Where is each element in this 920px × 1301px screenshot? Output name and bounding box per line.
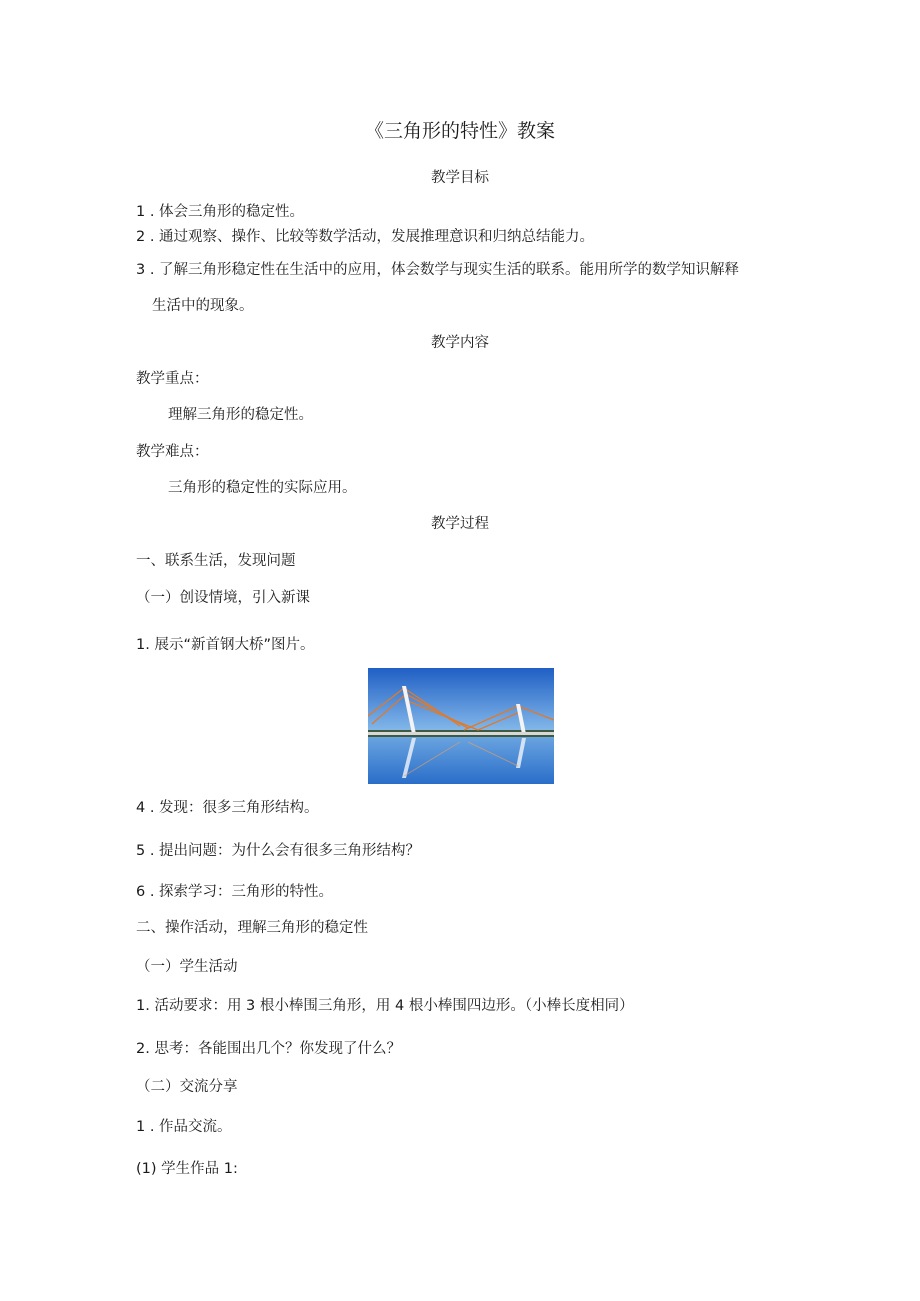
- goal-item: 2 . 通过观察、操作、比较等数学活动，发展推理意识和归纳总结能力。: [136, 229, 595, 245]
- process-line: 1. 活动要求：用 3 根小棒围三角形，用 4 根小棒围四边形。（小棒长度相同）: [136, 998, 634, 1014]
- process-line: 2. 思考：各能围出几个？你发现了什么？: [136, 1041, 401, 1057]
- process-line: 4 . 发现：很多三角形结构。: [136, 800, 319, 816]
- bridge-illustration: [368, 668, 554, 784]
- process-line: （一）创设情境，引入新课: [136, 590, 310, 606]
- goal-item: 1 . 体会三角形的稳定性。: [136, 204, 305, 220]
- difficulty-label: 教学难点：: [136, 444, 209, 460]
- section-heading-process: 教学过程: [431, 516, 489, 532]
- process-line: 一、联系生活，发现问题: [136, 553, 296, 569]
- difficulty-text: 三角形的稳定性的实际应用。: [168, 480, 357, 496]
- process-line: （二）交流分享: [136, 1079, 238, 1095]
- process-line: 5 . 提出问题：为什么会有很多三角形结构？: [136, 843, 421, 859]
- process-line: 1. 展示“新首钢大桥”图片。: [136, 637, 315, 653]
- section-heading-content: 教学内容: [431, 335, 489, 351]
- process-line: （一）学生活动: [136, 959, 238, 975]
- process-line: 二、操作活动，理解三角形的稳定性: [136, 920, 368, 936]
- process-line: (1) 学生作品 1:: [136, 1161, 238, 1177]
- process-line: 1 . 作品交流。: [136, 1119, 232, 1135]
- page-title: 《三角形的特性》教案: [364, 120, 555, 142]
- key-point-text: 理解三角形的稳定性。: [168, 407, 313, 423]
- section-heading-goals: 教学目标: [431, 170, 489, 186]
- bridge-photo: [368, 668, 554, 784]
- key-point-label: 教学重点：: [136, 371, 209, 387]
- process-line: 6 . 探索学习：三角形的特性。: [136, 884, 334, 900]
- goal-item-continued: 生活中的现象。: [152, 298, 254, 314]
- goal-item: 3 . 了解三角形稳定性在生活中的应用，体会数学与现实生活的联系。能用所学的数学知识解释: [136, 262, 740, 278]
